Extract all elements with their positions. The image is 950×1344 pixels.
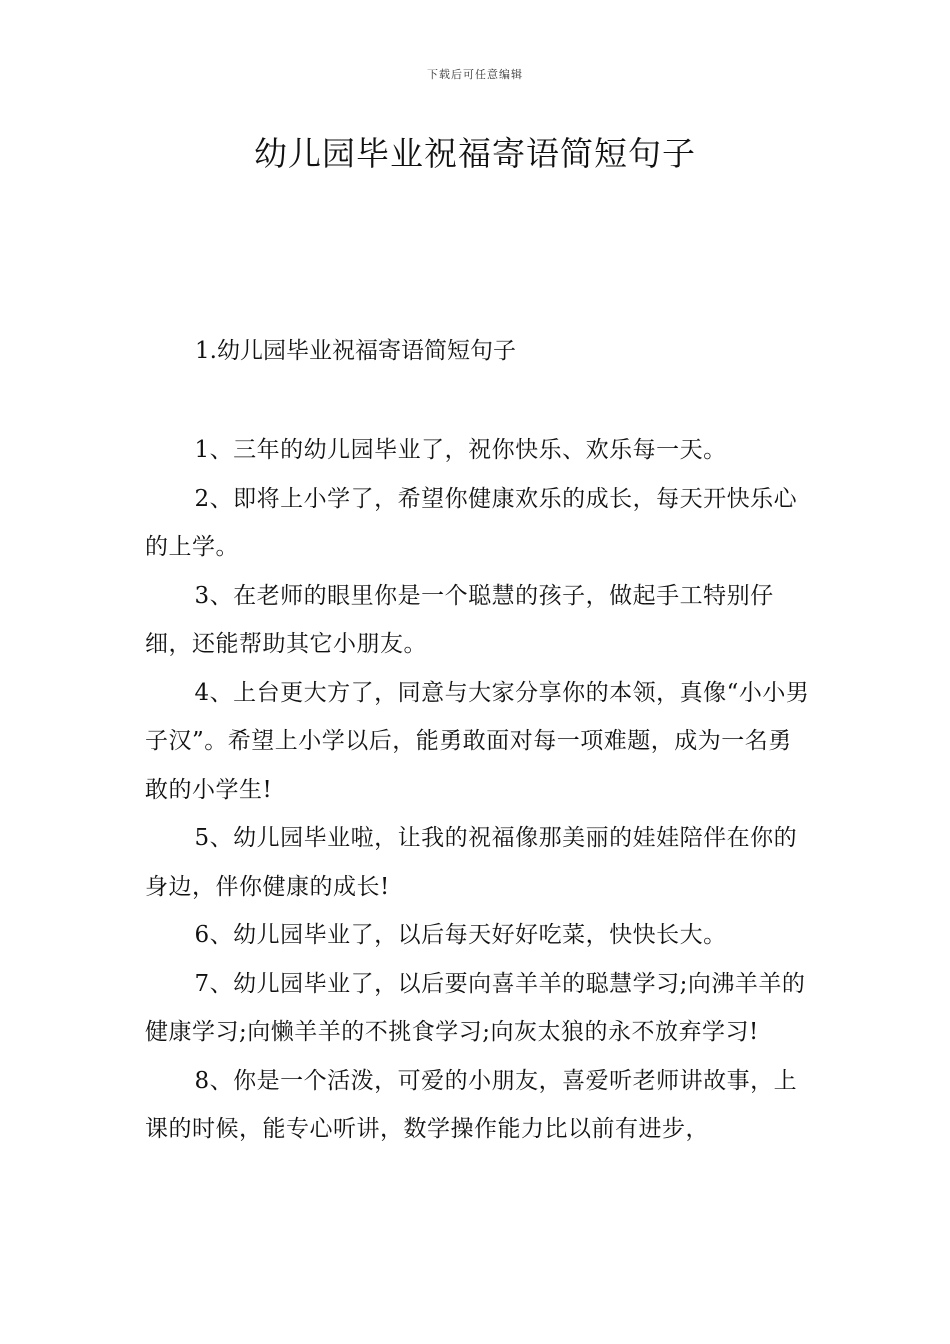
paragraph-8: 8、你是一个活泼，可爱的小朋友，喜爱听老师讲故事，上课的时候，能专心听讲，数学操作能力比以前有进步， xyxy=(145,1067,798,1142)
body-text xyxy=(145,426,813,1154)
paragraph-3: 3、在老师的眼里你是一个聪慧的孩子，做起手工特别仔细，还能帮助其它小朋友。 xyxy=(145,582,774,657)
paragraph-4: 4、上台更大方了，同意与大家分享你的本领，真像“小小男子汉”。希望上小学以后，能勇敢面对每一项难题，成为一名勇敢的小学生! xyxy=(145,679,810,803)
paragraph-7: 7、幼儿园毕业了，以后要向喜羊羊的聪慧学习;向沸羊羊的健康学习;向懒羊羊的不挑食学习;向灰太狼的永不放弃学习! xyxy=(145,970,806,1045)
paragraph-6: 6、幼儿园毕业了，以后每天好好吃菜，快快长大。 xyxy=(194,922,727,948)
paragraph-5: 5、幼儿园毕业啦，让我的祝福像那美丽的娃娃陪伴在你的身边，伴你健康的成长! xyxy=(145,825,798,900)
document-title: 幼儿园毕业祝福寄语简短句子 xyxy=(254,134,696,173)
paragraph-2: 2、即将上小学了，希望你健康欢乐的成长，每天开快乐心的上学。 xyxy=(145,485,798,560)
paragraph-1: 1、三年的幼儿园毕业了，祝你快乐、欢乐每一天。 xyxy=(194,437,727,463)
header-note: 下载后可任意编辑 xyxy=(427,68,523,81)
section-heading: 1.幼儿园毕业祝福寄语简短句子 xyxy=(195,338,516,364)
